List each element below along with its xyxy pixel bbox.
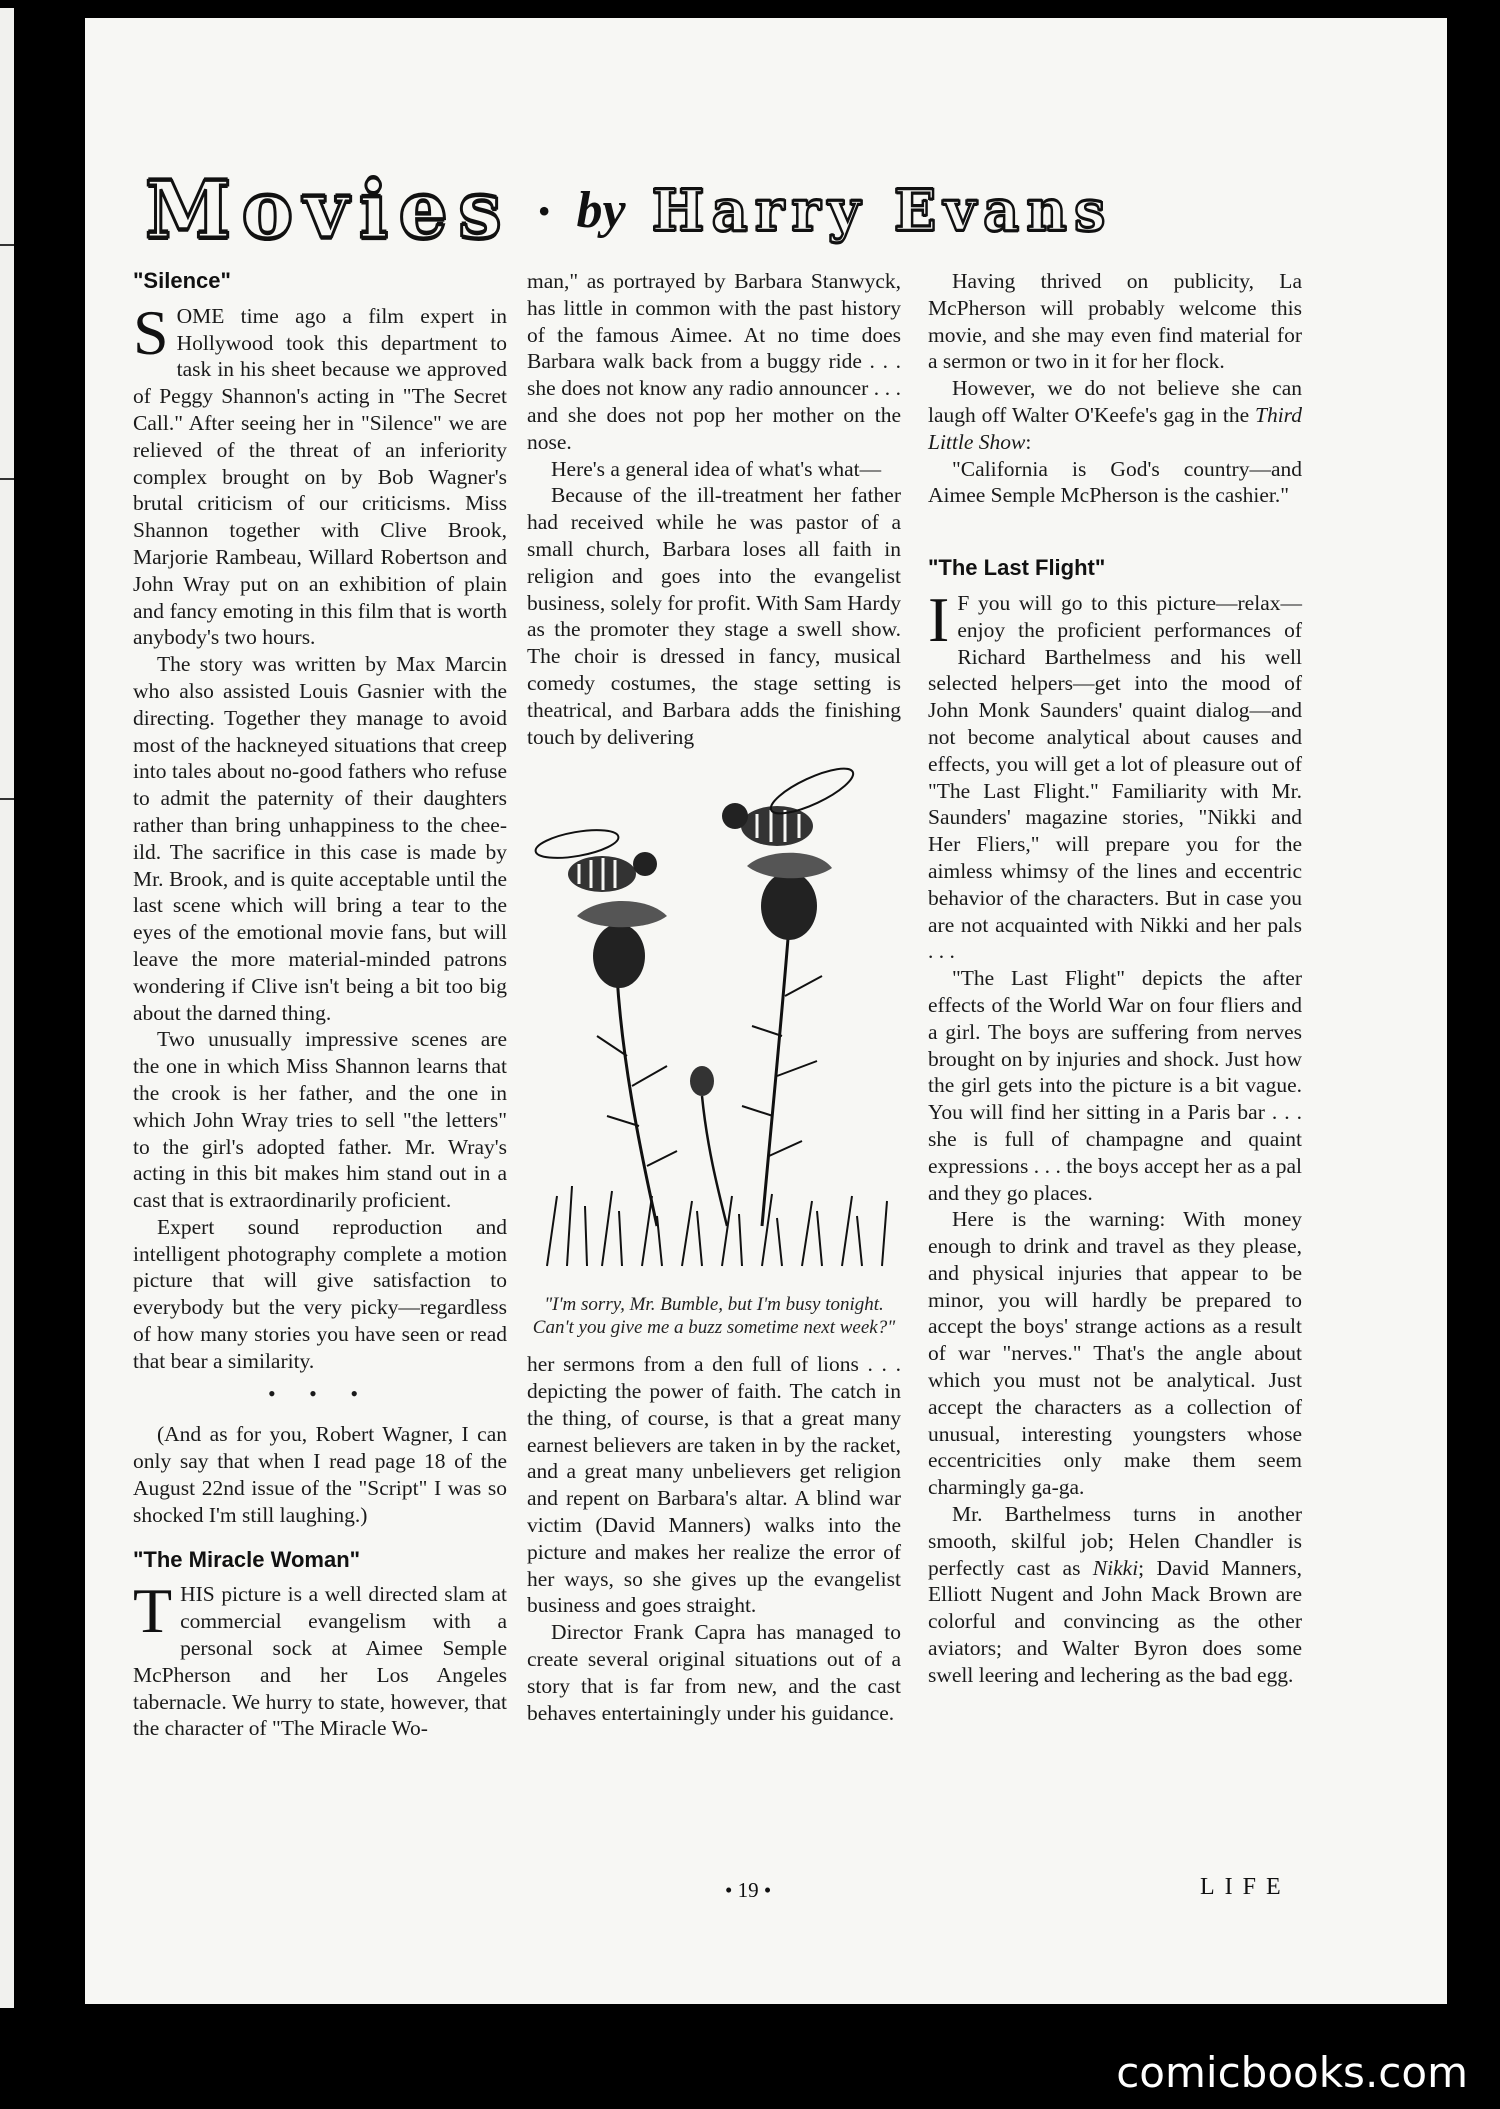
illustration-caption: "I'm sorry, Mr. Bumble, but I'm busy tonight. Can't you give me a buzz sometime next week?" [532, 1294, 896, 1339]
character-name: Nikki [1092, 1555, 1139, 1580]
paragraph: her sermons from a den full of lions . . . depicting the power of faith. The catch in the thing, of course, is that a great many earnest believers are taken in by the racket, and a great many unbelievers get religion and repent on Barbara's altar. A blind war victim (David Manners) walks into the picture and makes her realize the error of her ways, so she gives up the evangelist business and goes straight. [527, 1352, 901, 1618]
bees-on-thistles-illustration [527, 756, 901, 1276]
paragraph [133, 296, 507, 651]
paragraph-text: F you will go to this picture—relax—enjoy the proficient performances of Richard Barthelmess and his well selected helpers—get into the mood of John Monk Saunders' quaint dialog—and not become analytical about causes and effects, you will get a lot of pleasure out of "The Last Flight." Familiarity with Mr. Saunders' magazine stories, "Nikki and Her Fliers," will prepare you for the aimless whimsy of the lines and eccentric behavior of the characters. But in case you are not acquainted with Nikki and her pals . . . [928, 590, 1302, 964]
column-2 [527, 268, 901, 1726]
paragraph [928, 1501, 1302, 1689]
author-name: Harry Evans [651, 178, 1113, 244]
paragraph: Expert sound reproduction and intelligent photography complete a motion picture that will give satisfaction to everybody but the very picky—regardless of how many stories you have seen or read that bear a similarity. [133, 1214, 507, 1373]
paragraph: Here is the warning: With money enough to drink and travel as they please, and physical injuries that appear to be minor, you will hardly be prepared to accept the boys' strange actions as a result of war "nerves." That's the angle about which you must not be analytical. Just accept the characters as a collection of unusual, interesting youngsters whose eccentricities only make them seem charmingly ga-ga. [928, 1207, 1302, 1500]
paragraph: Having thrived on publicity, La McPherson will probably welcome this movie, and she may even find material for a sermon or two in it for her flock. [928, 269, 1302, 374]
section-break: • • • [267, 1380, 373, 1406]
page-number: • 19 • [725, 1878, 772, 1902]
magazine-name: LIFE [1200, 1874, 1291, 1900]
drop-cap: S [133, 296, 169, 368]
review-heading-last-flight: "The Last Flight" [928, 555, 1106, 581]
paragraph [928, 583, 1302, 965]
punctuation: : [1025, 429, 1032, 454]
drop-cap: I [928, 583, 950, 655]
magazine-page [85, 18, 1447, 2004]
paragraph: "The Last Flight" depicts the after effects of the World War on four fliers and a girl. The boys are suffering from nerves brought on by injuries and shock. Just how the girl gets into the picture is a bit vague. You will find her sitting in a Paris bar . . . she is full of champagne and quaint expressions . . . the boys accept her as a pal and they go places. [928, 966, 1302, 1205]
paragraph [133, 1575, 507, 1742]
paragraph-text: However, we do not believe she can laugh off Walter O'Keefe's gag in the [928, 376, 1302, 427]
page-header [145, 165, 1367, 256]
section-title: Movies [145, 165, 512, 256]
show-title: Third Little Show [928, 402, 1302, 454]
review-heading-silence: "Silence" [133, 268, 231, 293]
paragraph: man," as portrayed by Barbara Stanwyck, has little in common with the past history of the famous Aimee. At no time does Barbara walk back from a buggy ride . . . she does not know any radio announcer . . . and she does not pop her mother on the nose. [527, 269, 901, 454]
paragraph: The story was written by Max Marcin who also assisted Louis Gasnier with the directing. Together they manage to avoid most of the hackneyed situations that creep into tales about no-good fathers who refuse to admit the paternity of their daughters rather than bring unhappiness to the chee-ild. The sacrifice in this case is made by Mr. Brook, and is quite acceptable until the last scene which will bring a tear to the eyes of the emotional movie fans, but will leave the more material-minded patrons wondering if Clive isn't being a bit too big about the darned thing. [133, 652, 507, 1025]
paragraph: Two unusually impressive scenes are the one in which Miss Shannon learns that the crook is her father, and the one in which John Wray tries to sell "the letters" to the girl's adopted father. Mr. Wray's acting in this bit makes him stand out in a cast that is extraordinarily proficient. [133, 1027, 507, 1213]
review-heading-miracle-woman: "The Miracle Woman" [133, 1546, 361, 1572]
paragraph [928, 375, 1302, 455]
adjacent-page-edge [0, 8, 14, 2008]
paragraph: (And as for you, Robert Wagner, I can only say that when I read page 18 of the August 22nd issue of the "Script" I was so shocked I'm still laughing.) [133, 1422, 507, 1527]
title-separator: • [537, 191, 551, 231]
column-3 [928, 268, 1302, 1689]
drop-cap: T [133, 1575, 173, 1647]
watermark: comicbooks.com [1116, 2048, 1468, 2097]
paragraph: "California is God's country—and Aimee Semple McPherson is the cashier." [928, 456, 1302, 508]
column-1 [133, 268, 507, 1742]
paragraph: Because of the ill-treatment her father had received while he was pastor of a small church, Barbara loses all faith in religion and goes into the evangelist business, solely for profit. With Sam Hardy as the promoter they stage a swell show. The choir is dressed in fancy, musical comedy costumes, the stage setting is theatrical, and Barbara adds the finishing touch by delivering [527, 483, 901, 749]
paragraph: Here's a general idea of what's what— [551, 456, 882, 481]
paragraph-text: Mr. Barthelmess turns in another smooth, skilful job; Helen Chandler is perfectly cast as [928, 1502, 1302, 1580]
byline-by: by [576, 182, 626, 239]
paragraph-text: HIS picture is a well directed slam at commercial evangelism with a personal sock at Aimee Semple McPherson and her Los Angeles tabernacle. We hurry to state, however, that the character of "The Miracle Wo- [133, 1582, 507, 1741]
paragraph-text: ; David Manners, Elliott Nugent and John Mack Brown are colorful and convincing as the other aviators; and Walter Byron does some swell leering and lechering as the bad egg. [928, 1555, 1302, 1687]
paragraph: Director Frank Capra has managed to create several original situations out of a story that is far from new, and the cast behaves entertainingly under his guidance. [527, 1620, 901, 1725]
paragraph-text: OME time ago a film expert in Hollywood took this department to task in his sheet because we approved of Peggy Shannon's acting in "The Secret Call." After seeing her in "Silence" we are relieved of the threat of an inferiority complex brought on by Bob Wagner's brutal criticism of our criticisms. Miss Shannon together with Clive Brook, Marjorie Rambeau, Willard Robertson and John Wray put on an exhibition of plain and fancy emoting in this film that is worth anybody's two hours. [133, 303, 507, 650]
